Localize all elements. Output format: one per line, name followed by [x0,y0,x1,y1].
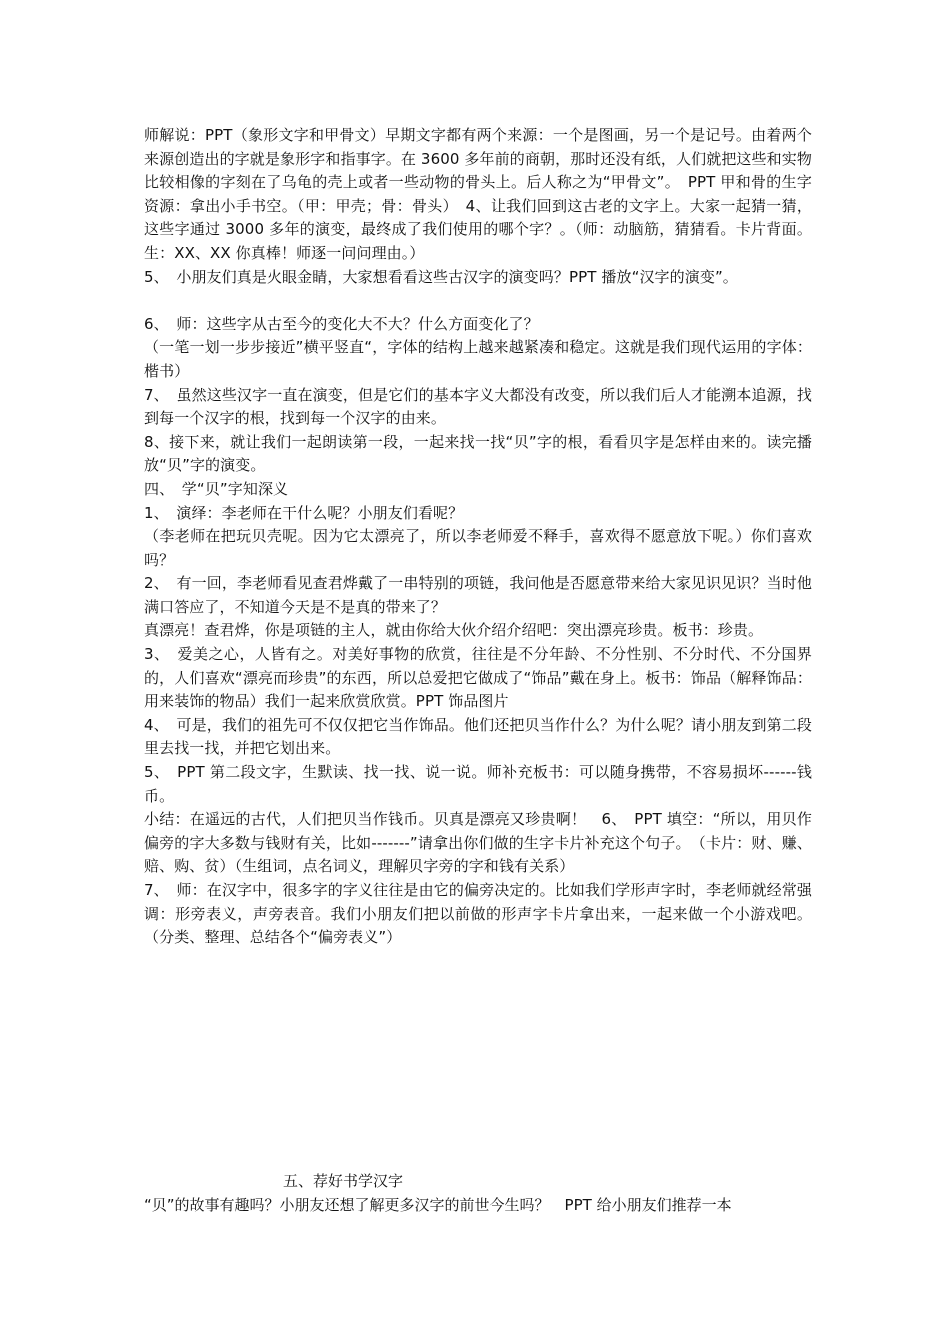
paragraph-3: 6、 师：这些字从古至今的变化大不大？什么方面变化了？ [144,314,539,333]
paragraph-13: 5、 PPT 第二段文字，生默读、找一找、说一说。师补充板书：可以随身携带，不容易损坏------钱币。 [144,763,812,805]
paragraph-15: 7、 师：在汉字中，很多字的字义往往是由它的偏旁决定的。比如我们学形声字时，李老师就经常强调：形旁表义，声旁表音。我们小朋友们把以前做的形声字卡片拿出来，一起来做一个小游戏吧。（分类、整理、总结各个“偏旁表义”） [144,881,812,947]
body-text [144,124,812,950]
paragraph-8: （李老师在把玩贝壳呢。因为它太漂亮了，所以李老师爱不释手，喜欢得不愿意放下呢。）你们喜欢吗？ [144,527,812,569]
paragraph-10: 真漂亮！查君烨，你是项链的主人，就由你给大伙介绍介绍吧：突出漂亮珍贵。板书：珍贵。 [144,621,764,640]
paragraph-12: 4、 可是，我们的祖先可不仅仅把它当作饰品。他们还把贝当作什么？为什么呢？请小朋友到第二段里去找一找，并把它划出来。 [144,715,812,758]
paragraph-1: 师解说：PPT（象形文字和甲骨文）早期文字都有两个来源：一个是图画，另一个是记号。由着两个来源创造出的字就是象形字和指事字。在 3600 多年前的商朝，那时还没有纸，人们就把这些和实物比较相像的字刻在了乌龟的壳上或者一些动物的骨头上。后人称之为“甲骨文”。 PPT 甲和骨的生字资源：拿出小手书空。（甲：甲壳；骨：骨头） 4、让我们回到这古老的文字上。大家一起猜一猜，这些字通过 3000 多年的演变，最终成了我们使用的哪个字？。（师：动脑筋，猜猜看。卡片背面。生：XX、XX 你真棒！师逐一问问理由。） [144,126,812,262]
paragraph-2: 5、 小朋友们真是火眼金睛，大家想看看这些古汉字的演变吗？PPT 播放“汉字的演变”。 [144,267,738,286]
paragraph-14: 小结：在遥远的古代，人们把贝当作钱币。贝真是漂亮又珍贵啊！ 6、 PPT 填空：“所以，用贝作偏旁的字大多数与钱财有关，比如-------”请拿出你们做的生字卡片补充这个句子。 （卡片：财、赚、赔、购、贫）（生组词，点名词义，理解贝字旁的字和钱有关系） [144,810,812,876]
paragraph-6: 8、接下来，就让我们一起朗读第一段，一起来找一找“贝”字的根，看看贝字是怎样由来的。读完播放“贝”字的演变。 [144,432,812,475]
paragraph-11: 3、 爱美之心，人皆有之。对美好事物的欣赏，往往是不分年龄、不分性别、不分时代、不分国界的，人们喜欢“漂亮而珍贵”的东西，所以总爱把它做成了“饰品”戴在身上。板书：饰品（解释饰品：用来装饰的物品）我们一起来欣赏欣赏。PPT 饰品图片 [144,645,812,711]
paragraph-5: 7、 虽然这些汉字一直在演变，但是它们的基本字义大都没有改变，所以我们后人才能溯本追源，找到每一个汉字的根，找到每一个汉字的由来。 [144,385,812,428]
paragraph-4: （一笔一划一步步接近”横平竖直“，字体的结构上越来越紧凑和稳定。这就是我们现代运用的字体：楷书） [144,338,812,380]
blank-line [144,289,812,313]
paragraph-7: 1、 演绎：李老师在干什么呢？小朋友们看呢？ [144,503,464,522]
last-line: “贝”的故事有趣吗？小朋友还想了解更多汉字的前世今生吗？ PPT 给小朋友们推荐一本 [144,1196,732,1214]
section-heading-4: 四、 学“贝”字知深义 [144,479,289,498]
paragraph-9: 2、 有一回，李老师看见查君烨戴了一串特别的项链，我问他是否愿意带来给大家见识见识？当时他满口答应了，不知道今天是不是真的带来了？ [144,574,812,616]
section-heading-5: 五、荐好书学汉字 [283,1172,404,1190]
